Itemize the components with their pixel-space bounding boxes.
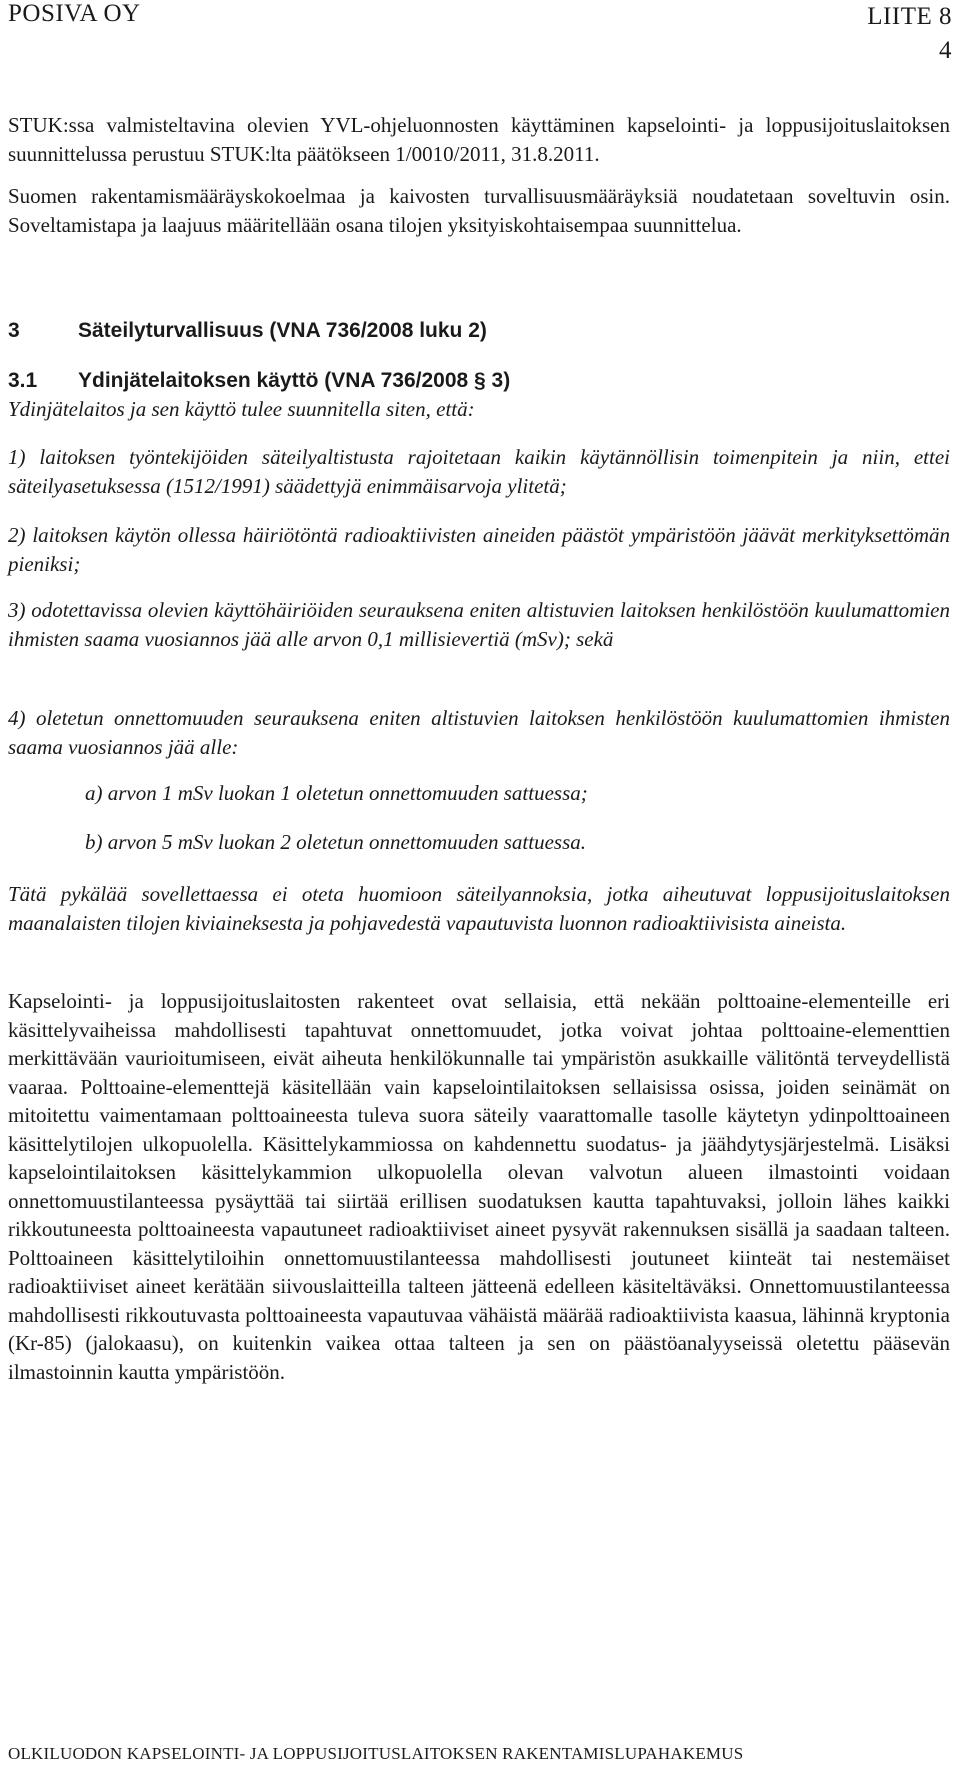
section-3-heading: [8, 319, 487, 343]
list-item-2: 2) laitoksen käytön ollessa häiriötöntä radioaktiivisten aineiden päästöt ympäristöön jäävät merkityksettömän pieniksi;: [8, 523, 950, 576]
header-company: POSIVA OY: [8, 0, 141, 27]
paragraph-regulations: Suomen rakentamismääräyskokoelmaa ja kaivosten turvallisuusmääräyksiä noudatetaan soveltuvin osin. Soveltamistapa ja laajuus määritellään osana tilojen yksityiskohtaisempaa suunnittelua.: [8, 184, 950, 237]
list-item-4: 4) oletetun onnettomuuden seurauksena eniten altistuvien laitoksen henkilöstöön kuulumattomien ihmisten saama vuosiannos jää alle:: [8, 706, 950, 759]
paragraph-stuk: STUK:ssa valmisteltavina olevien YVL-ohjeluonnosten käyttäminen kapselointi- ja loppusijoituslaitoksen suunnittelussa perustuu STUK:lta päätökseen 1/0010/2011, 31.8.2011.: [8, 113, 950, 166]
section-3-1-heading: [8, 369, 510, 393]
section-3-number: 3: [8, 319, 20, 342]
header-page-number: 4: [939, 37, 952, 64]
sub-item-b: b) arvon 5 mSv luokan 2 oletetun onnettomuuden sattuessa.: [85, 830, 587, 854]
section-3-1-intro: Ydinjätelaitos ja sen käyttö tulee suunnitella siten, että:: [8, 397, 475, 421]
section-3-1-note: Tätä pykälää sovellettaessa ei oteta huomioon säteilyannoksia, jotka aiheutuvat loppusijoituslaitoksen maanalaisten tilojen kiviaineksesta ja pohjavedestä vapautuvista luonnon radioaktiivisista aineista.: [8, 882, 950, 935]
section-3-1-title: Ydinjätelaitoksen käyttö (VNA 736/2008 § 3): [78, 369, 511, 392]
list-item-3: 3) odotettavissa olevien käyttöhäiriöiden seurauksena eniten altistuvien laitoksen henkilöstöön kuulumattomien ihmisten saama vuosiannos jää alle arvon 0,1 millisievertiä (mSv); sekä: [8, 598, 950, 651]
header-appendix-label: LIITE 8: [867, 3, 952, 30]
header-appendix: [867, 0, 952, 68]
section-3-1-number: 3.1: [8, 369, 38, 392]
footer-title: OLKILUODON KAPSELOINTI- JA LOPPUSIJOITUSLAITOKSEN RAKENTAMISLUPAHAKEMUS: [8, 1744, 744, 1763]
sub-item-a: a) arvon 1 mSv luokan 1 oletetun onnettomuuden sattuessa;: [85, 781, 588, 805]
paragraph-safety: Kapselointi- ja loppusijoituslaitosten rakenteet ovat sellaisia, että nekään polttoaine-elementeille eri käsittelyvaiheissa mahdollisesti tapahtuvat onnettomuudet, jotka voivat johtaa polttoaine-elementtien merkittävään vaurioitumiseen, eivät aiheuta henkilökunnalle tai ympäristön asukkaille välitöntä terveydellistä vaaraa. Polttoaine-elementtejä käsitellään vain kapselointilaitoksen sellaisissa osissa, joiden seinämät on mitoitettu vaimentamaan polttoaineesta tuleva suora säteily vaarattomalle tasolle käytetyn ydinpolttoaineen käsittelytilojen ulkopuolella. Käsittelykammiossa on kahdennettu suodatus- ja jäähdytysjärjestelmä. Lisäksi kapselointilaitoksen käsittelykammion ulkopuolella olevan valvotun alueen ilmastointi voidaan onnettomuustilanteessa pysäyttää tai siirtää erillisen suodatuksen kautta tapahtuvaksi, jolloin lähes kaikki rikkoutuneesta polttoaineesta vapautuneet radioaktiiviset aineet pysyvät rakennuksen sisällä ja saadaan talteen. Polttoaineen käsittelytiloihin onnettomuustilanteessa mahdollisesti joutuneet kiinteät tai nestemäiset radioaktiiviset aineet kerätään siivouslaitteilla talteen jätteenä edelleen käsiteltäväksi. Onnettomuustilanteessa mahdollisesti rikkoutuvasta polttoaineesta vapautuvaa vähäistä määrää radioaktiivista kaasua, lähinnä kryptonia (Kr-85) (jalokaasu), on kuitenkin vaikea ottaa talteen ja sen on päästöanalyyseissä oletettu pääsevän ilmastoinnin kautta ympäristöön.: [8, 989, 950, 1384]
section-3-title: Säteilyturvallisuus (VNA 736/2008 luku 2): [78, 319, 487, 342]
list-item-1: 1) laitoksen työntekijöiden säteilyaltistusta rajoitetaan kaikin käytännöllisin toimenpitein ja niin, ettei säteilyasetuksessa (1512/1991) säädettyjä enimmäisarvoja ylitetä;: [8, 445, 950, 498]
